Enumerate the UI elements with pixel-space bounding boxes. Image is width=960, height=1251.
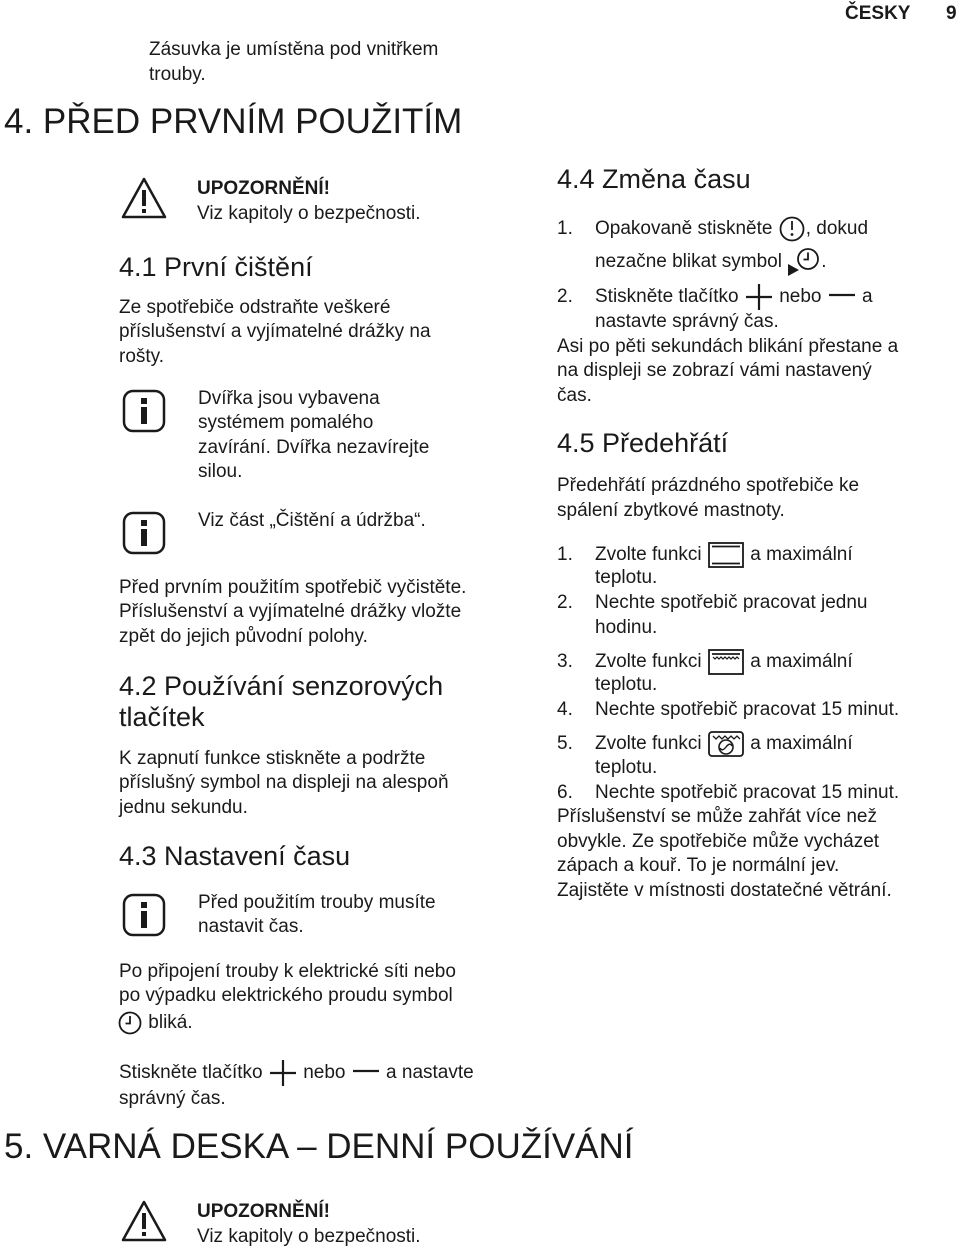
- clock-symbol-icon: [787, 247, 821, 277]
- section-4-title: 4. PŘED PRVNÍM POUŽITÍM: [4, 102, 463, 141]
- step2-c: hodinu.: [595, 617, 658, 638]
- step-number: 4.: [557, 699, 573, 720]
- s41-line-2: příslušenství a vyjímatelné drážky na: [119, 321, 431, 342]
- s44-step2-b: nebo: [779, 286, 822, 308]
- grill-icon: [707, 648, 745, 676]
- s44-after-line-1: Asi po pěti sekundách blikání přestane a: [557, 336, 899, 357]
- s45-after-line-2: obvykle. Ze spotřebiče může vycházet: [557, 831, 880, 852]
- s43-p1-line-1: Po připojení trouby k elektrické síti nebo: [119, 961, 456, 982]
- top-bottom-heat-icon: [707, 541, 745, 569]
- s45-after-line-3: zápach a kouř. To je normální jev.: [557, 855, 840, 876]
- s43-p2-a: Stiskněte tlačítko: [119, 1062, 263, 1084]
- clock-icon: [117, 1010, 143, 1036]
- s44-after-line-2: na displeji se zobrazí vámi nastavený: [557, 360, 872, 381]
- clock-button-icon: [778, 215, 806, 243]
- minus-icon: [351, 1058, 381, 1088]
- step5-c: teplotu.: [595, 757, 658, 778]
- s42-line-3: jednu sekundu.: [119, 797, 248, 818]
- info-icon: [122, 511, 166, 560]
- info-icon: [122, 893, 166, 942]
- header-language: ČESKY: [845, 3, 911, 24]
- plus-icon: [268, 1058, 298, 1088]
- warning-icon: [120, 1199, 168, 1248]
- fan-grill-icon: [707, 730, 745, 758]
- info3-line-1: Před použitím trouby musíte: [198, 892, 436, 913]
- step1-c: teplotu.: [595, 567, 658, 588]
- warning-text: Viz kapitoly o bezpečnosti.: [197, 1226, 421, 1247]
- step-number: 6.: [557, 782, 573, 803]
- s44-step2-d: nastavte správný čas.: [595, 311, 779, 332]
- s44-after-line-3: čas.: [557, 385, 592, 406]
- step1-b: a maximální: [750, 544, 853, 566]
- section-4-4-title: 4.4 Změna času: [557, 164, 751, 194]
- warning-icon: [120, 176, 168, 225]
- s41-line-1: Ze spotřebiče odstraňte veškeré: [119, 297, 391, 318]
- intro-line-2: trouby.: [149, 64, 206, 85]
- s45-after-line-4: Zajistěte v místnosti dostatečné větrání.: [557, 880, 892, 901]
- s45-intro-line-2: spálení zbytkové mastnoty.: [557, 500, 785, 521]
- minus-icon: [827, 282, 857, 312]
- info1-line-4: silou.: [198, 461, 243, 482]
- step-number: 1.: [557, 544, 573, 566]
- step-number: 2.: [557, 286, 573, 308]
- section-4-5-title: 4.5 Předehřátí: [557, 428, 729, 458]
- plus-icon: [744, 282, 774, 312]
- info1-line-2: systémem pomalého: [198, 412, 374, 433]
- section-4-2-title-line-1: 4.2 Používání senzorových: [119, 671, 444, 701]
- s44-step2-a: Stiskněte tlačítko: [595, 286, 739, 308]
- step4-a: Nechte spotřebič pracovat 15 minut.: [595, 699, 900, 720]
- warning-title: UPOZORNĚNÍ!: [197, 1201, 330, 1222]
- info1-line-3: zavírání. Dvířka nezavírejte: [198, 437, 430, 458]
- step3-c: teplotu.: [595, 674, 658, 695]
- s42-line-1: K zapnutí funkce stiskněte a podržte: [119, 748, 426, 769]
- step5-b: a maximální: [750, 733, 853, 755]
- page-number: 9: [946, 3, 957, 24]
- section-5-title: 5. VARNÁ DESKA – DENNÍ POUŽÍVÁNÍ: [4, 1127, 634, 1166]
- warning-text: Viz kapitoly o bezpečnosti.: [197, 203, 421, 224]
- s44-step1-b: , dokud: [805, 218, 869, 240]
- s41-after-line-1: Před prvním použitím spotřebič vyčistěte.: [119, 577, 467, 598]
- s43-p2-c: a nastavte: [386, 1062, 474, 1084]
- s45-after-line-1: Příslušenství se může zahřát více než: [557, 806, 877, 827]
- s44-step2-c: a: [862, 286, 873, 308]
- s41-after-line-2: Příslušenství a vyjímatelné drážky vložte: [119, 601, 462, 622]
- info3-line-2: nastavit čas.: [198, 916, 304, 937]
- info1-line-1: Dvířka jsou vybavena: [198, 388, 380, 409]
- s42-line-2: příslušný symbol na displeji na alespoň: [119, 772, 449, 793]
- info-icon: [122, 389, 166, 438]
- step1-a: Zvolte funkci: [595, 544, 702, 566]
- s43-p1-end: bliká.: [148, 1012, 193, 1034]
- step3-a: Zvolte funkci: [595, 651, 702, 673]
- step-number: 3.: [557, 651, 573, 673]
- s43-p2-b: nebo: [303, 1062, 346, 1084]
- s45-intro-line-1: Předehřátí prázdného spotřebiče ke: [557, 475, 860, 496]
- step-number: 1.: [557, 218, 573, 240]
- s44-step1-a: Opakovaně stiskněte: [595, 218, 773, 240]
- step3-b: a maximální: [750, 651, 853, 673]
- section-4-2-title-line-2: tlačítek: [119, 702, 205, 732]
- step-number: 2.: [557, 592, 573, 613]
- section-4-1-title: 4.1 První čištění: [119, 252, 313, 282]
- s41-after-line-3: zpět do jejich původní polohy.: [119, 626, 368, 647]
- info2-text: Viz část „Čištění a údržba“.: [198, 510, 426, 531]
- s44-step1-c: nezačne blikat symbol: [595, 251, 782, 273]
- step-number: 5.: [557, 733, 573, 755]
- step6-a: Nechte spotřebič pracovat 15 minut.: [595, 782, 900, 803]
- s43-p1-line-2: po výpadku elektrického proudu symbol: [119, 985, 453, 1006]
- step2-a: Nechte spotřebič pracovat jednu: [595, 592, 868, 613]
- warning-title: UPOZORNĚNÍ!: [197, 178, 330, 199]
- s41-line-3: rošty.: [119, 346, 165, 367]
- section-4-3-title: 4.3 Nastavení času: [119, 841, 351, 871]
- s44-step1-d: .: [821, 251, 827, 273]
- s43-p2-line-2: správný čas.: [119, 1088, 226, 1109]
- intro-line-1: Zásuvka je umístěna pod vnitřkem: [149, 39, 439, 60]
- step5-a: Zvolte funkci: [595, 733, 702, 755]
